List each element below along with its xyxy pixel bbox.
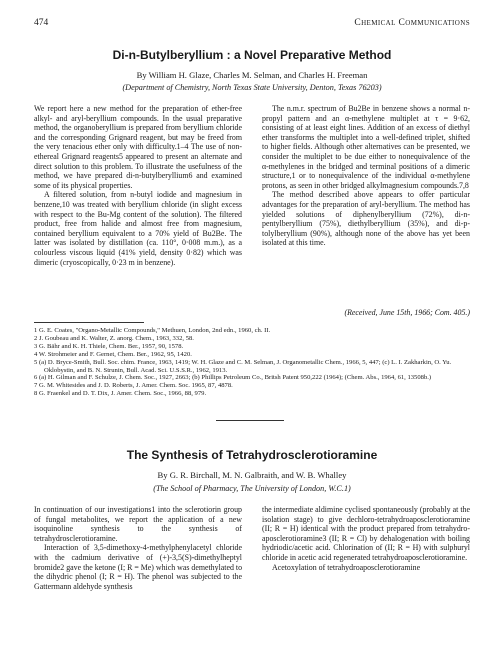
article2-right-paragraph: the intermediate aldimine cyclised spontaneously (probably at the isolation stage) to give dechloro-tetrahydroaposclerotioramine (II; R = H) identical with the product prepared from tetrahydro-aposclerotioramine3 (II; R = Cl) by dehalogenation with boiling hydriodic/acetic acid. Chlorination of (II; R = H) with sulphuryl chloride in acetic acid regenerated tetrahydroaposclerotioramine.	[262, 505, 470, 562]
article2-right-column	[262, 505, 470, 572]
article1-left-paragraph: A filtered solution, from n-butyl iodide and magnesium in benzene,10 was treated with beryllium chloride (in slight excess with respect to the Bu-Mg content of the solution). The filtered product, free from halide and almost free from magnesium, contained beryllium equivalent to a 70% yield of Bu2Be. The latter was isolated by distillation (ca. 110°, 0·008 m.m.), as a colourless viscous liquid (41% yield, density 0·82) which was dimeric (cryoscopically, 0·23 m in benzene).	[34, 190, 242, 267]
reference-item: 6 (a) H. Gilman and F. Schulze, J. Chem. Soc., 1927, 2663; (b) Phillips Petroleum Co., Britsh Patent 950,222 (1964); (Chem. Abs., 1964, 61, 13508b.)	[34, 374, 432, 382]
article1-affiliation: (Department of Chemistry, North Texas State University, Denton, Texas 76203)	[122, 83, 382, 92]
article2-left-paragraph: Interaction of 3,5-dimethoxy-4-methylphenylacetyl chloride with the cadmium derivative of (+)-3,5(S)-dimethylheptyl bromide2 gave the ketone (I; R = Me) which was demethylated to the dihydric phenol (I; R = H). The phenol was subjected to the Gattermann aldehyde synthesis	[34, 543, 243, 591]
article-separator	[216, 420, 284, 421]
article2-left-column	[34, 505, 242, 591]
article2-affiliation: (The School of Pharmacy, The University of London, W.C.1)	[153, 484, 351, 493]
journal-name: Chemical Communications	[354, 18, 470, 28]
reference-item: 7 G. M. Whitesides and J. D. Roberts, J. Amer. Chem. Soc. 1965, 87, 4878.	[34, 382, 233, 390]
article1-title: Di-n-Butylberyllium : a Novel Preparative Method	[112, 48, 392, 62]
article1-right-paragraph: The method described above appears to offer particular advantages for the preparation of aryl-beryllium. The method has yielded solutions of diphenylberyllium (72%), di-n-pentylberyllium (75%), diethylberyllium (35%), and di-p-tolylberyllium (90%), although none of the above has yet been isolated at this time.	[262, 190, 470, 248]
reference-item: 5 (a) D. Bryce-Smith, Bull. Soc. chim. France, 1963, 1419; W. H. Glaze and C. M. Selman, J. Organometallic Chem., 1966, 5, 447; (c) L. I. Zakharkin, O. Yu. Oklobystin, and B. N. Strunin, Bull. Acad. Sci. U.S.S.R., 1962, 1913.	[34, 358, 452, 374]
article2-right-paragraph: Acetoxylation of tetrahydroaposclerotioramine	[272, 562, 421, 572]
page-number: 474	[34, 18, 49, 28]
reference-item: 4 W. Strohmeier and F. Gernet, Chem. Ber., 1962, 95, 1420.	[34, 350, 192, 358]
article1-authors: By William H. Glaze, Charles M. Selman, and Charles H. Freeman	[136, 70, 368, 80]
reference-item: 8 G. Fraenkel and D. T. Dix, J. Amer. Chem. Soc., 1966, 88, 979.	[34, 390, 207, 398]
article1-right-column	[262, 104, 470, 248]
article1-right-paragraph: The n.m.r. spectrum of Bu2Be in benzene shows a normal n-propyl pattern and an α-methylene multiplet at τ = 9·62, consisting of at least eight lines. Addition of an excess of diethyl ether transforms the multiplet into a well-defined triplet, shifted to higher fields. Although other alternatives can be presented, we consider the multiplet to be due either to nonequivalence of the α-methylenes in the bridged and terminal positions of a dimeric structure,1 or to nonequivalence of the individual α-methylene protons, as seen in other bridged alkylmagnesium compounds.7,8	[262, 104, 470, 190]
footnote-rule	[34, 322, 144, 323]
running-head	[34, 18, 470, 30]
reference-item: 2 J. Goubeau and K. Walter, Z. anorg. Chem., 1963, 332, 58.	[34, 334, 194, 342]
reference-item: 3 G. Bähr and K. H. Thiele, Chem. Ber., 1957, 90, 1578.	[34, 342, 184, 350]
article2-title: The Synthesis of Tetrahydrosclerotioramine	[126, 448, 378, 462]
article1-left-column	[34, 104, 242, 267]
reference-item: 1 G. E. Coates, "Organo-Metallic Compounds," Methuen, London, 2nd edn., 1960, ch. II.	[34, 327, 271, 334]
article2-left-paragraph: In continuation of our investigations1 into the sclerotiorin group of fungal metabolites, we report the application of a new isoquinoline synthesis to the synthesis of tetrahydrosclerotioramine.	[34, 505, 242, 543]
article1-left-paragraph: We report here a new method for the preparation of ether-free alkyl- and aryl-beryllium compounds. In the usual preparative method, the organoberyllium is prepared from beryllium chloride and the corresponding Grignard reagent, but may be freed from the very tenacious ether only with difficulty.1–4 The use of non-ethereal Grignard reagents5 appeared to present an alternate and direct solution to this problem. To illustrate the usefulness of the method, we have prepared di-n-butylberyllium6 and examined some of its physical properties.	[34, 104, 242, 190]
article2-authors: By G. R. Birchall, M. N. Galbraith, and W. B. Whalley	[157, 470, 347, 480]
received-line: (Received, June 15th, 1966; Com. 405.)	[344, 308, 470, 317]
article1-references	[34, 327, 470, 398]
